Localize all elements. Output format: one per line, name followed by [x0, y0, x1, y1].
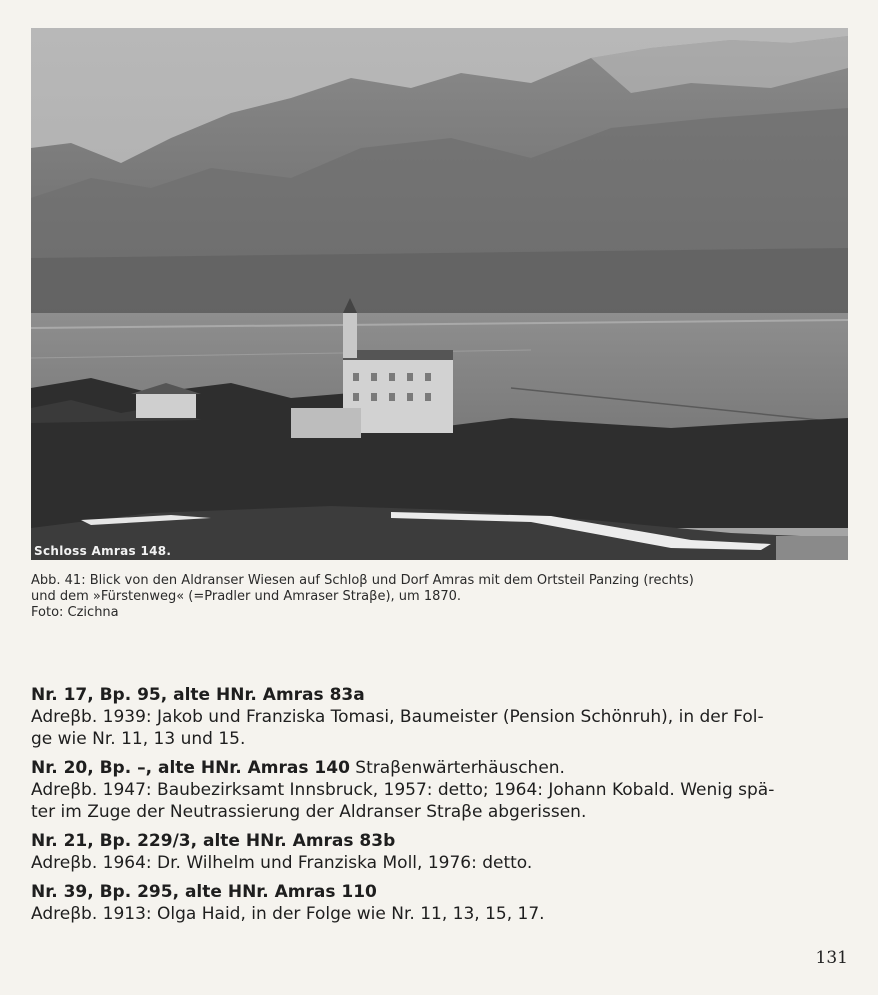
entry-text: Adreβb. 1939: Jakob und Franziska Tomasi, Baumeister (Pension Schönruh), in der Fol-	[31, 707, 764, 727]
photo-credit: Foto: Czichna	[31, 605, 119, 620]
entry-heading: Nr. 20, Bp. –, alte HNr. Amras 140	[31, 758, 350, 778]
entry	[31, 830, 851, 874]
entry-text: Adreβb. 1964: Dr. Wilhelm und Franziska Moll, 1976: detto.	[31, 853, 533, 873]
photo-label: Schloss Amras 148.	[34, 544, 172, 558]
caption-line: und dem »Fürstenweg« (=Pradler und Amraser Straβe), um 1870.	[31, 589, 462, 604]
entry-text: ter im Zuge der Neutrassierung der Aldranser Straβe abgerissen.	[31, 802, 587, 822]
entry-heading: Nr. 21, Bp. 229/3, alte HNr. Amras 83b	[31, 831, 396, 851]
entry-text: ge wie Nr. 11, 13 und 15.	[31, 729, 246, 749]
entry	[31, 684, 851, 750]
entry-text: Adreβb. 1913: Olga Haid, in der Folge wie Nr. 11, 13, 15, 17.	[31, 904, 545, 924]
page-number: 131	[815, 948, 848, 968]
entry	[31, 757, 851, 823]
entry-heading-tail: Straβenwärterhäuschen.	[349, 758, 565, 778]
entry-text: Adreβb. 1947: Baubezirksamt Innsbruck, 1957: detto; 1964: Johann Kobald. Wenig spä-	[31, 780, 775, 800]
historic-photo	[31, 28, 848, 560]
entry	[31, 881, 851, 925]
entry-heading: Nr. 17, Bp. 95, alte HNr. Amras 83a	[31, 685, 365, 705]
entry-heading: Nr. 39, Bp. 295, alte HNr. Amras 110	[31, 882, 377, 902]
figure-caption	[31, 573, 851, 621]
caption-line: Abb. 41: Blick von den Aldranser Wiesen auf Schloβ und Dorf Amras mit dem Ortsteil Panzing (rechts)	[31, 573, 694, 588]
address-entries	[31, 684, 851, 932]
photo-scene	[31, 28, 848, 560]
